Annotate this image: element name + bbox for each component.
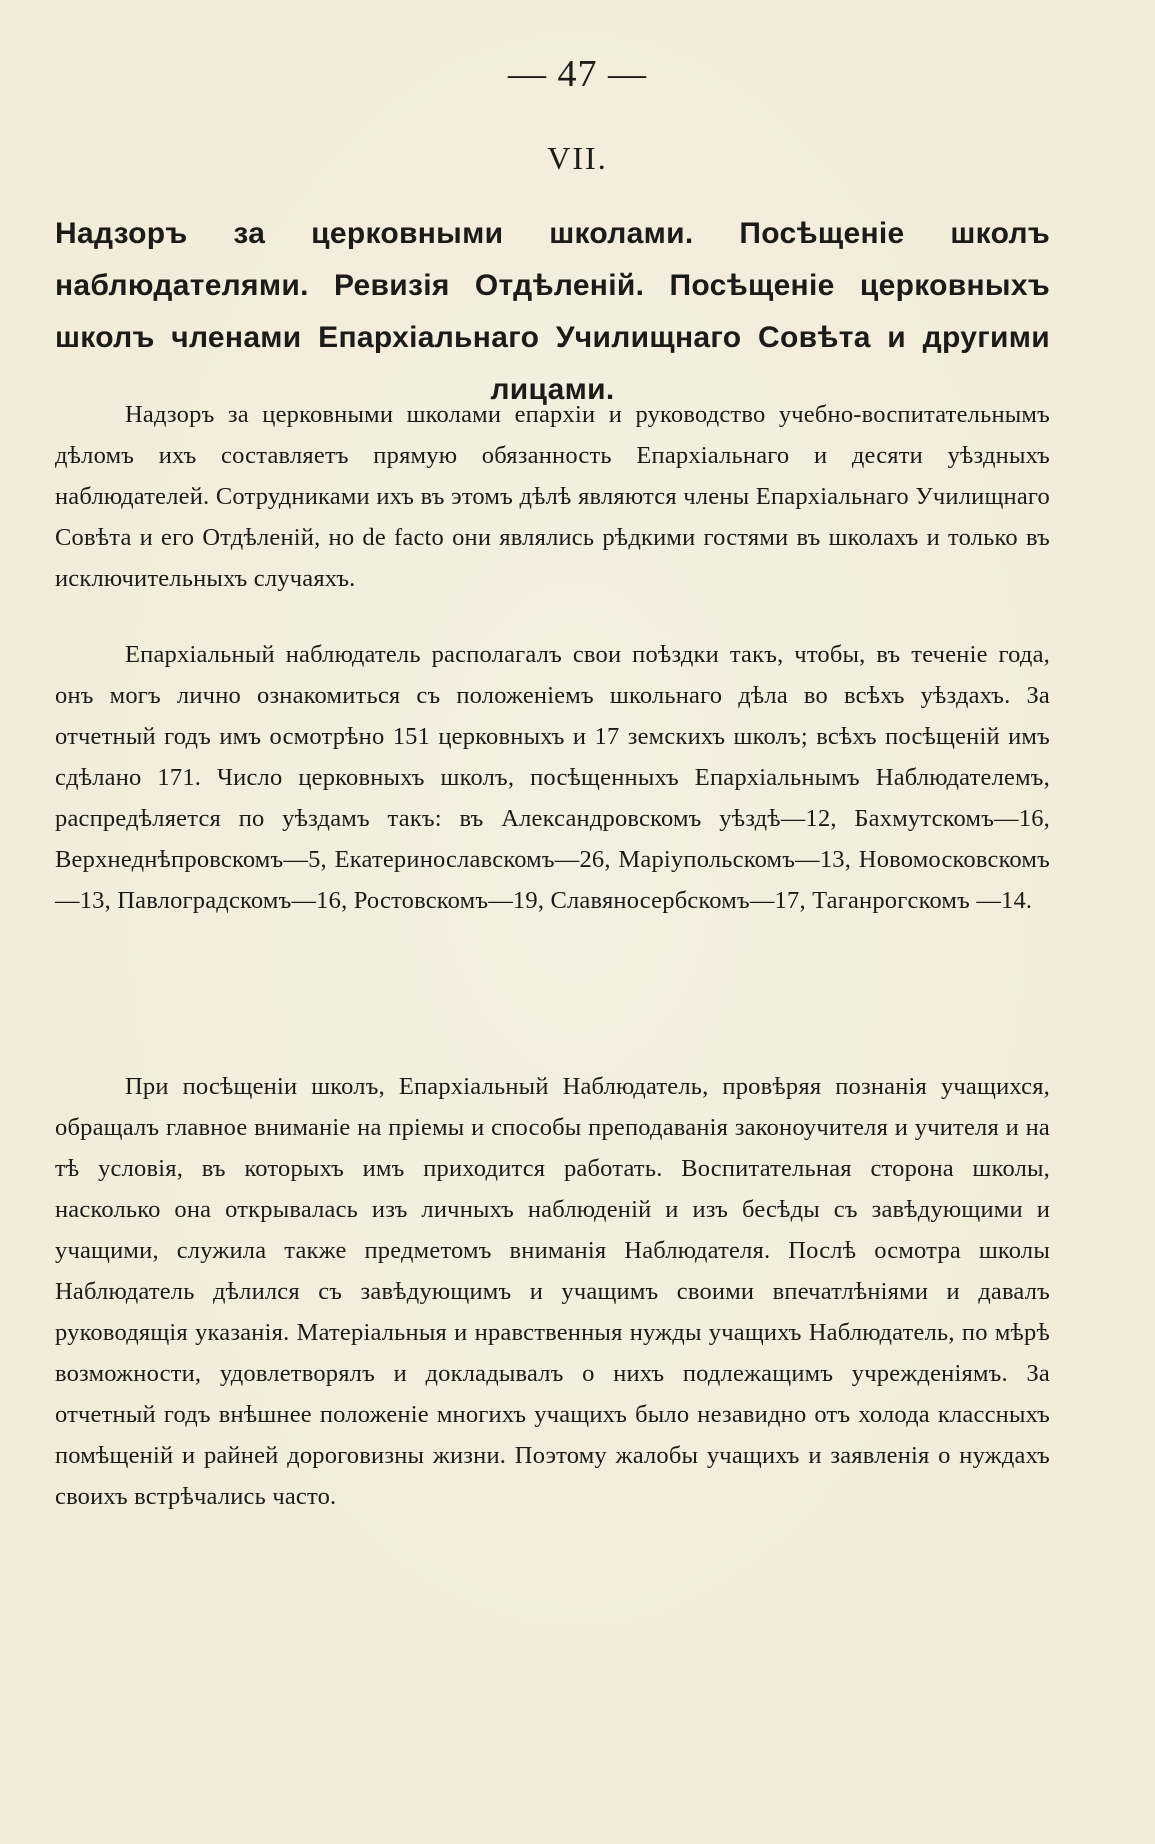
section-title: Надзоръ за церковными школами. Посѣщеніе школъ наблюдателями. Ревизія Отдѣленій. Посѣщеніе церковныхъ школъ членами Епархіальнаго Училищнаго Совѣта и другими лицами. xyxy=(55,217,1050,406)
paragraph-visits-statistics: Епархіальный наблюдатель располагалъ свои поѣздки такъ, чтобы, въ теченіе года, онъ могъ лично ознакомиться съ положеніемъ школьнаго дѣла во всѣхъ уѣздахъ. За отчетный годъ имъ осмотрѣно 151 церковныхъ и 17 земскихъ школъ; всѣхъ посѣщеній имъ сдѣлано 171. Число церковныхъ школъ, посѣщенныхъ Епархіальнымъ Наблюдателемъ, распредѣляется по уѣздамъ такъ: въ Александровскомъ уѣздѣ—12, Бахмутскомъ—16, Верхнеднѣпровскомъ—5, Екатеринославскомъ—26, Маріупольскомъ—13, Новомосковскомъ—13, Павлоградскомъ—16, Ростовскомъ—19, Славяносербскомъ—17, Таганрогскомъ —14. xyxy=(55,641,1050,914)
page-number: — 47 — xyxy=(508,53,647,95)
paragraph-supervision: Надзоръ за церковными школами епархіи и руководство учебно-воспитательнымъ дѣломъ ихъ составляетъ прямую обязанность Епархіальнаго и десяти уѣздныхъ наблюдателей. Сотрудниками ихъ въ этомъ дѣлѣ являются члены Епархіальнаго Училищнаго Совѣта и его Отдѣленій, но de facto они являлись рѣдкими гостями въ школахъ и только въ исключительныхъ случаяхъ. xyxy=(55,401,1050,592)
paragraph-inspection-method: При посѣщеніи школъ, Епархіальный Наблюдатель, провѣряя познанія учащихся, обращалъ главное вниманіе на пріемы и способы преподаванія законоучителя и учителя и на тѣ условія, въ которыхъ имъ приходится работать. Воспитательная сторона школы, насколько она открывалась изъ личныхъ наблюденій и изъ бесѣды съ завѣдующими и учащими, служила также предметомъ вниманія Наблюдателя. Послѣ осмотра школы Наблюдатель дѣлился съ завѣдующимъ и учащимъ своими впечатлѣніями и давалъ руководящія указанія. Матеріальныя и нравственныя нужды учащихъ Наблюдатель, по мѣрѣ возможности, удовлетворялъ и докладывалъ о нихъ подлежащимъ учрежденіямъ. За отчетный годъ внѣшнее положеніе многихъ учащихъ было незавидно отъ холода классныхъ помѣщеній и райней дороговизны жизни. Поэтому жалобы учащихъ и заявленія о нуждахъ своихъ встрѣчались часто. xyxy=(55,1073,1050,1510)
chapter-heading: VII. xyxy=(547,140,608,176)
